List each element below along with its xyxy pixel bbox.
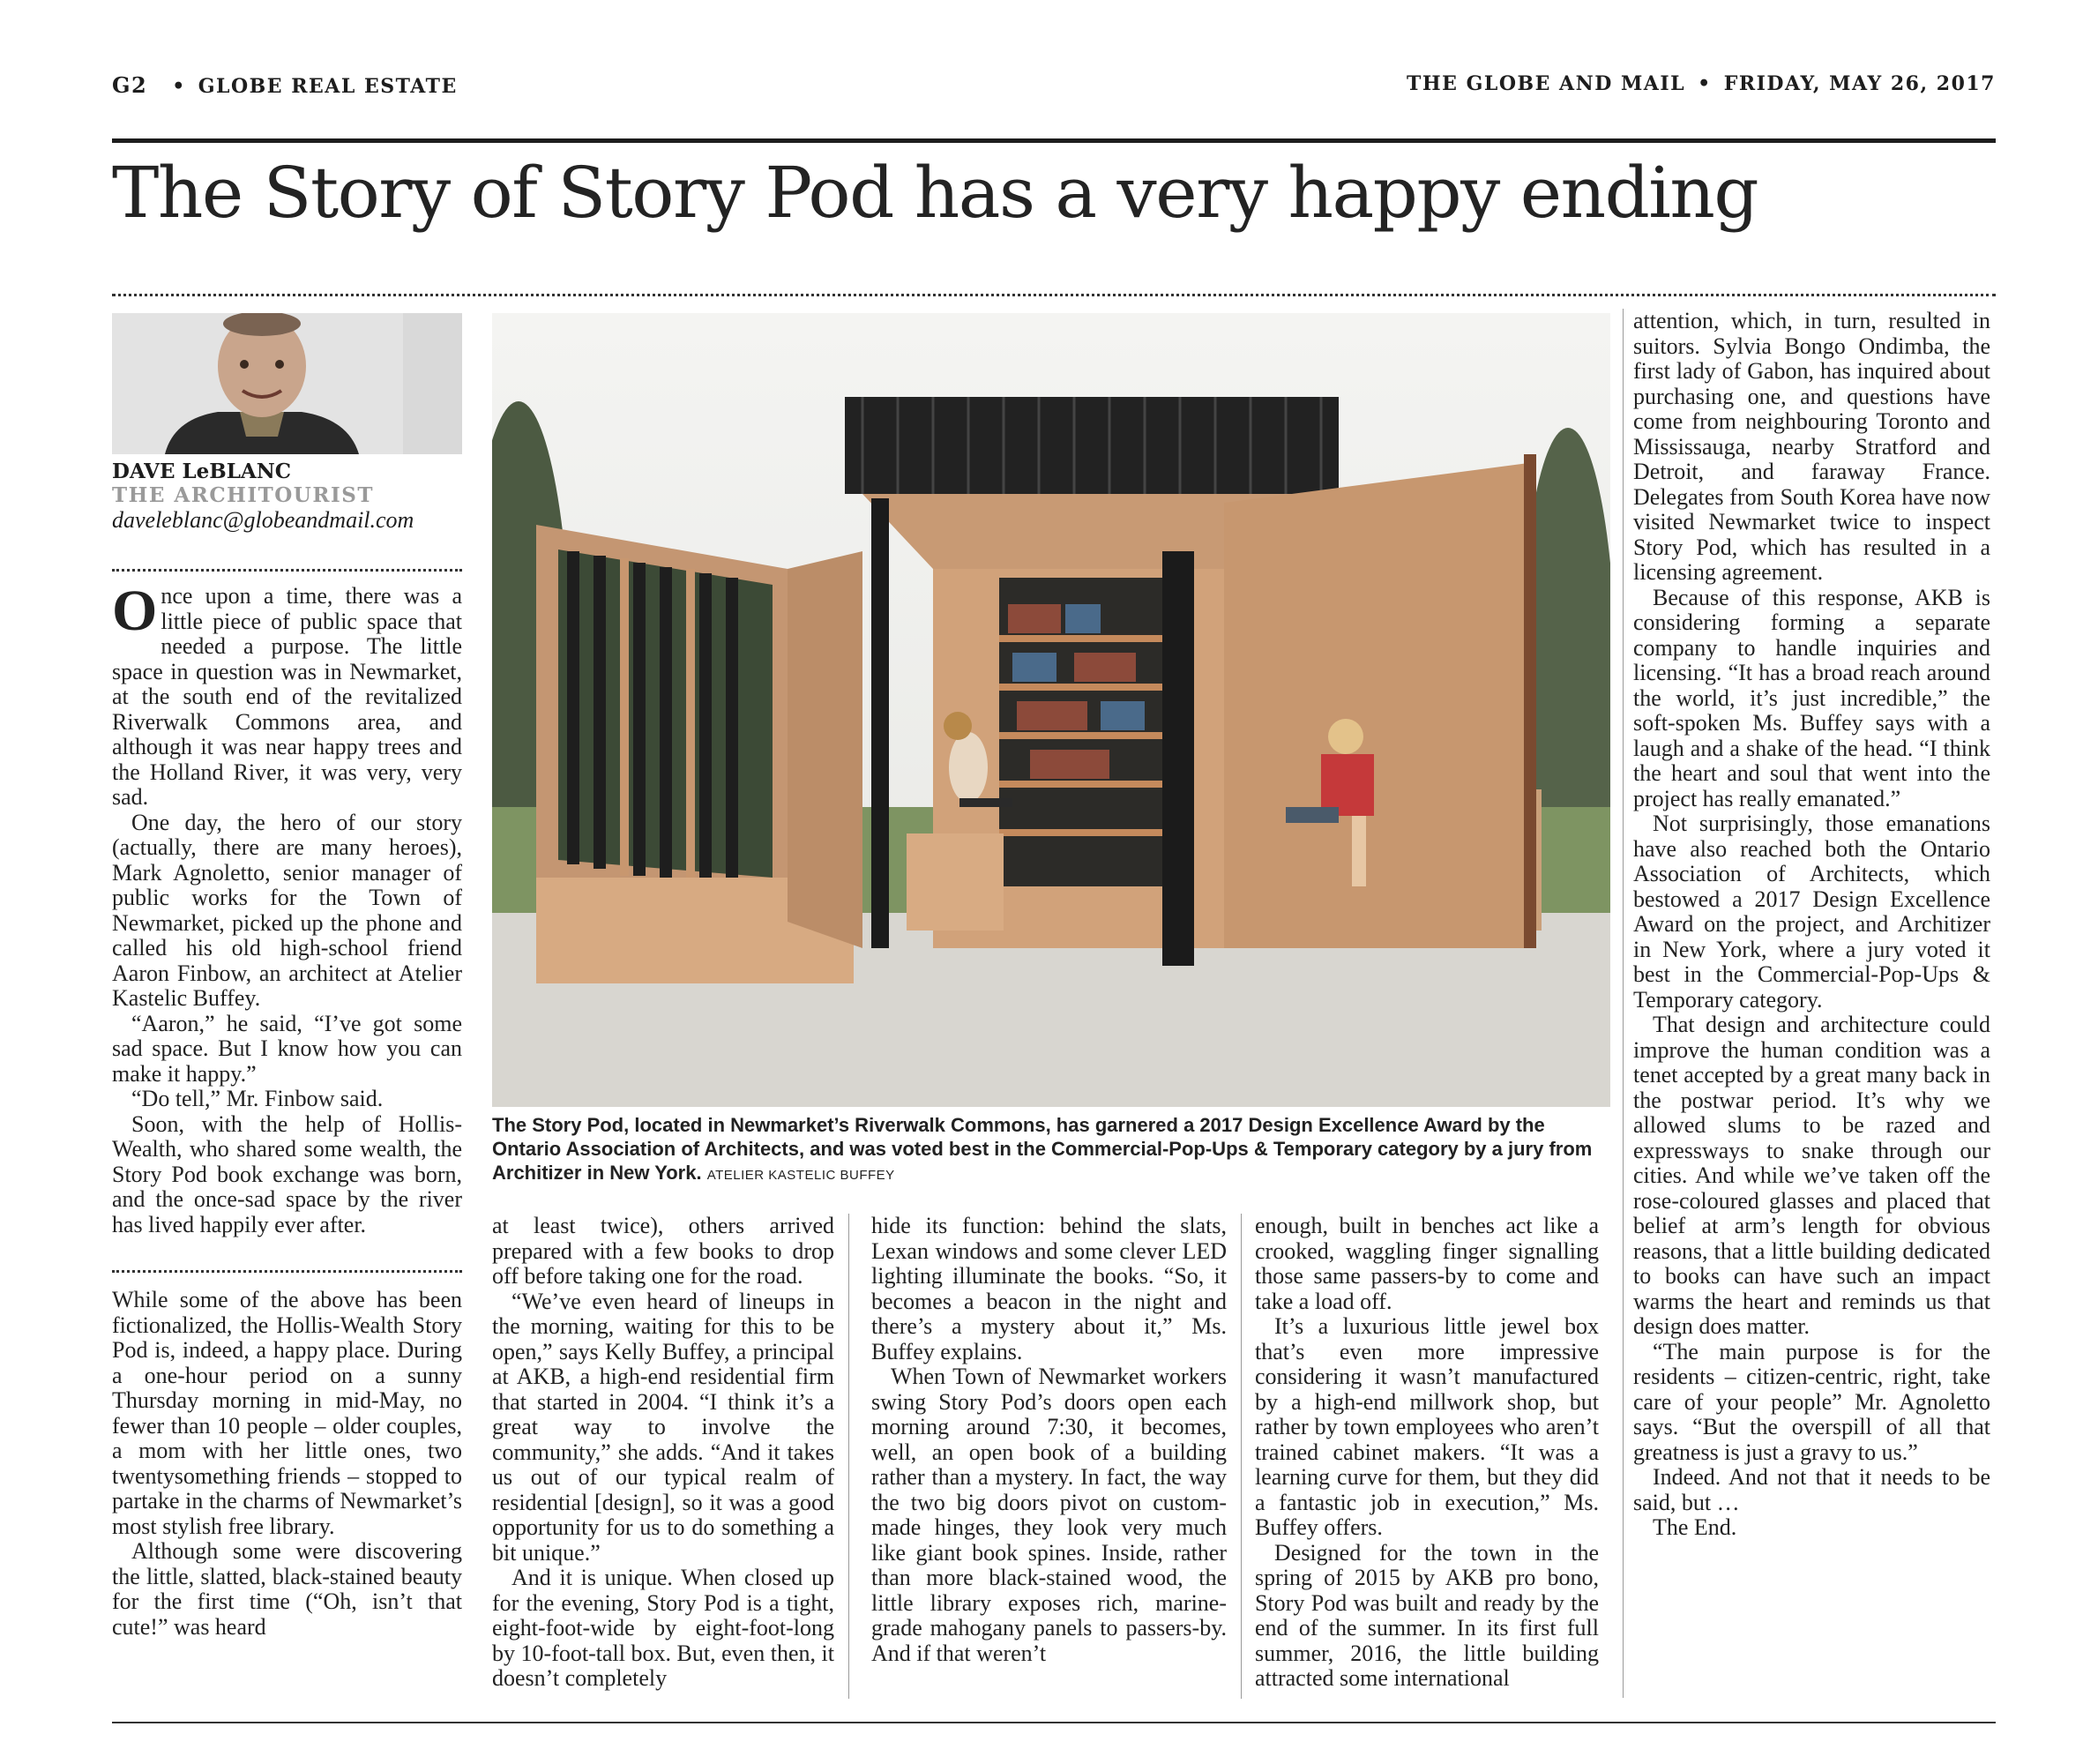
article-paragraph: While some of the above has been fictionalized, the Hollis-Wealth Story Pod is, indeed, a happy place. During a one-hour period on a sunny Thursday morning in mid-May, no fewer than 10 people – older couples, a mom with her little ones, two twentysomething friends – stopped to partake in the charms of Newmarket’s most stylish free library. bbox=[112, 1287, 462, 1539]
article-column-1 bbox=[112, 579, 462, 1237]
photo-caption bbox=[492, 1113, 1610, 1187]
photo-credit: ATELIER KASTELIC BUFFEY bbox=[706, 1168, 895, 1183]
column-name: THE ARCHITOURIST bbox=[112, 483, 374, 507]
article-column-1-continued bbox=[112, 1288, 462, 1640]
article-paragraph: Although some were discovering the little, slatted, black-stained beauty for the first time (“Oh, isn’t that cute!” was heard bbox=[112, 1538, 462, 1640]
column-divider bbox=[848, 1214, 849, 1699]
article-column-3 bbox=[871, 1214, 1227, 1666]
author-name: DAVE LeBLANC bbox=[112, 460, 292, 483]
drop-cap: O bbox=[112, 579, 158, 643]
article-ending: The End. bbox=[1653, 1514, 1737, 1540]
section-name: GLOBE REAL ESTATE bbox=[198, 75, 458, 98]
byline bbox=[112, 460, 462, 534]
article-paragraph: And it is unique. When closed up for the evening, Story Pod is a tight, eight-foot-wide by eight-foot-long by 10-foot-tall box. But, even then, it doesn’t completely bbox=[492, 1565, 834, 1691]
article-paragraph: “We’ve even heard of lineups in the morning, waiting for this to be open,” says Kelly Buffey, a principal at AKB, a high-end residential firm that started in 2004. “I think it’s a great way to involve the community,” she adds. “And it takes us out of our typical realm of residential [design], so it was a good opportunity for us to do something a bit unique.” bbox=[492, 1288, 834, 1566]
page-number: G2 bbox=[112, 72, 148, 98]
article-paragraph: One day, the hero of our story (actually, there are many heroes), Mark Agnoletto, senior manager of public works for the Town of Newmarket, picked up the phone and called his old high-school friend Aaron Finbow, an architect at Atelier Kastelic Buffey. bbox=[112, 809, 462, 1011]
article-paragraph: Because of this response, AKB is considering forming a separate company to handle inquiries and licensing. “It has a broad reach around the world, it’s just incredible,” the soft-spoken Ms. Buffey says with a laugh and a shake of the head. “I think the heart and soul that went into the project has really emanated.” bbox=[1633, 584, 1990, 811]
folio-separator: • bbox=[172, 75, 186, 98]
article-paragraph: hide its function: behind the slats, Lexan windows and some clever LED lighting illuminate the books. “So, it becomes a beacon in the night and there’s a mystery about it,” Ms. Buffey explains. bbox=[871, 1213, 1227, 1364]
issue-date: FRIDAY, MAY 26, 2017 bbox=[1723, 72, 1996, 95]
article-column-2 bbox=[492, 1214, 834, 1692]
article-paragraph: enough, built in benches act like a crooked, waggling finger signalling those same passers-by to come and take a load off. bbox=[1255, 1213, 1599, 1314]
article-paragraph: Not surprisingly, those emanations have also reached both the Ontario Association of Architects, which bestowed a 2017 Design Excellence Award on the project, and Architizer in New York, where a jury voted it best in the Commercial-Pop-Ups & Temporary category. bbox=[1633, 811, 1990, 1013]
folio-left bbox=[112, 72, 458, 98]
author-portrait bbox=[112, 313, 462, 454]
column-divider bbox=[1623, 309, 1624, 1698]
article-paragraph: “Do tell,” Mr. Finbow said. bbox=[131, 1086, 384, 1111]
headline: The Story of Story Pod has a very happy ending bbox=[112, 152, 1758, 234]
article-paragraph: That design and architecture could improve the human condition was a tenet accepted by a great many back in the postwar period. It’s why we allowed slums to be razed and expressways to snake through our cities. And while we’ve taken off the rose-coloured glasses and placed that belief at arm’s length for obvious reasons, that a little building dedicated to books can have such an impact warms the heart and reminds us that design does matter. bbox=[1633, 1012, 1990, 1339]
article-paragraph: Soon, with the help of Hollis-Wealth, who shared some wealth, the Story Pod book exchange was born, and the once-sad space by the river has lived happily ever after. bbox=[112, 1110, 462, 1237]
article-paragraph: Designed for the town in the spring of 2015 by AKB pro bono, Story Pod was built and ready by the end of the summer. In its first full summer, 2016, the little building attracted some international bbox=[1255, 1539, 1599, 1691]
article-paragraph: Indeed. And not that it needs to be said, but … bbox=[1633, 1464, 1990, 1515]
bottom-rule bbox=[112, 1722, 1996, 1723]
author-email: daveleblanc@globeandmail.com bbox=[112, 507, 414, 533]
article-paragraph: attention, which, in turn, resulted in suitors. Sylvia Bongo Ondimba, the first lady of Gabon, has inquired about purchasing one, and questions have come from neighbouring Toronto and Mississauga, nearby Stratford and Detroit, and faraway France. Delegates from South Korea have now visited Newmarket twice to inspect Story Pod, which has resulted in a licensing agreement. bbox=[1633, 308, 1990, 585]
column-divider bbox=[1241, 1214, 1242, 1699]
article-column-4 bbox=[1255, 1214, 1599, 1692]
caption-text: The Story Pod, located in Newmarket’s Riverwalk Commons, has garnered a 2017 Design Excellence Award by the Ontario Association of Architects, and was voted best in the Commercial-Pop-Ups & Temporary category by a jury from Architizer in New York. bbox=[492, 1114, 1593, 1184]
story-pod-photo bbox=[492, 313, 1610, 1107]
byline-dotted-rule bbox=[112, 569, 462, 572]
author-photo-image bbox=[112, 313, 462, 454]
article-paragraph: at least twice), others arrived prepared with a few books to drop off before taking one for the road. bbox=[492, 1213, 834, 1289]
article-paragraph: “Aaron,” he said, “I’ve got some sad space. But I know how you can make it happy.” bbox=[112, 1010, 462, 1087]
article-paragraph: When Town of Newmarket workers swing Story Pod’s doors open each morning around 7:30, it becomes, well, an open book of a building rather than a mystery. In fact, the way the two big doors pivot on custom-made hinges, they look very much like giant book spines. Inside, rather than more black-stained wood, the little library exposes rich, marine-grade mahogany panels to passers-by. And if that weren’t bbox=[871, 1364, 1227, 1666]
folio-separator-right: • bbox=[1698, 72, 1712, 95]
article-intro bbox=[112, 579, 462, 811]
folio-right bbox=[1389, 72, 1996, 95]
article-paragraph: It’s a luxurious little jewel box that’s even more impressive considering it wasn’t manufactured by a high-end millwork shop, but rather by town employees who aren’t trained cabinet makers. “It was a learning curve for them, but they did a fantastic job in execution,” Ms. Buffey offers. bbox=[1255, 1313, 1599, 1540]
section-dotted-rule bbox=[112, 1270, 462, 1273]
newspaper-name: THE GLOBE AND MAIL bbox=[1407, 72, 1686, 95]
intro-text: nce upon a time, there was a little piece of public space that needed a purpose. The little space in question was in Newmarket, at the south end of the revitalized Riverwalk Commons area, and although it was near happy trees and the Holland River, it was very, very sad. bbox=[112, 583, 462, 810]
article-column-5 bbox=[1633, 309, 1990, 1541]
story-pod-image bbox=[492, 313, 1610, 1107]
article-paragraph: “The main purpose is for the residents – citizen-centric, right, take care of your people” Mr. Agnoletto says. “But the overspill of all that greatness is just a gravy to us.” bbox=[1633, 1338, 1990, 1465]
top-rule bbox=[112, 138, 1996, 143]
headline-dotted-rule bbox=[112, 294, 1996, 296]
